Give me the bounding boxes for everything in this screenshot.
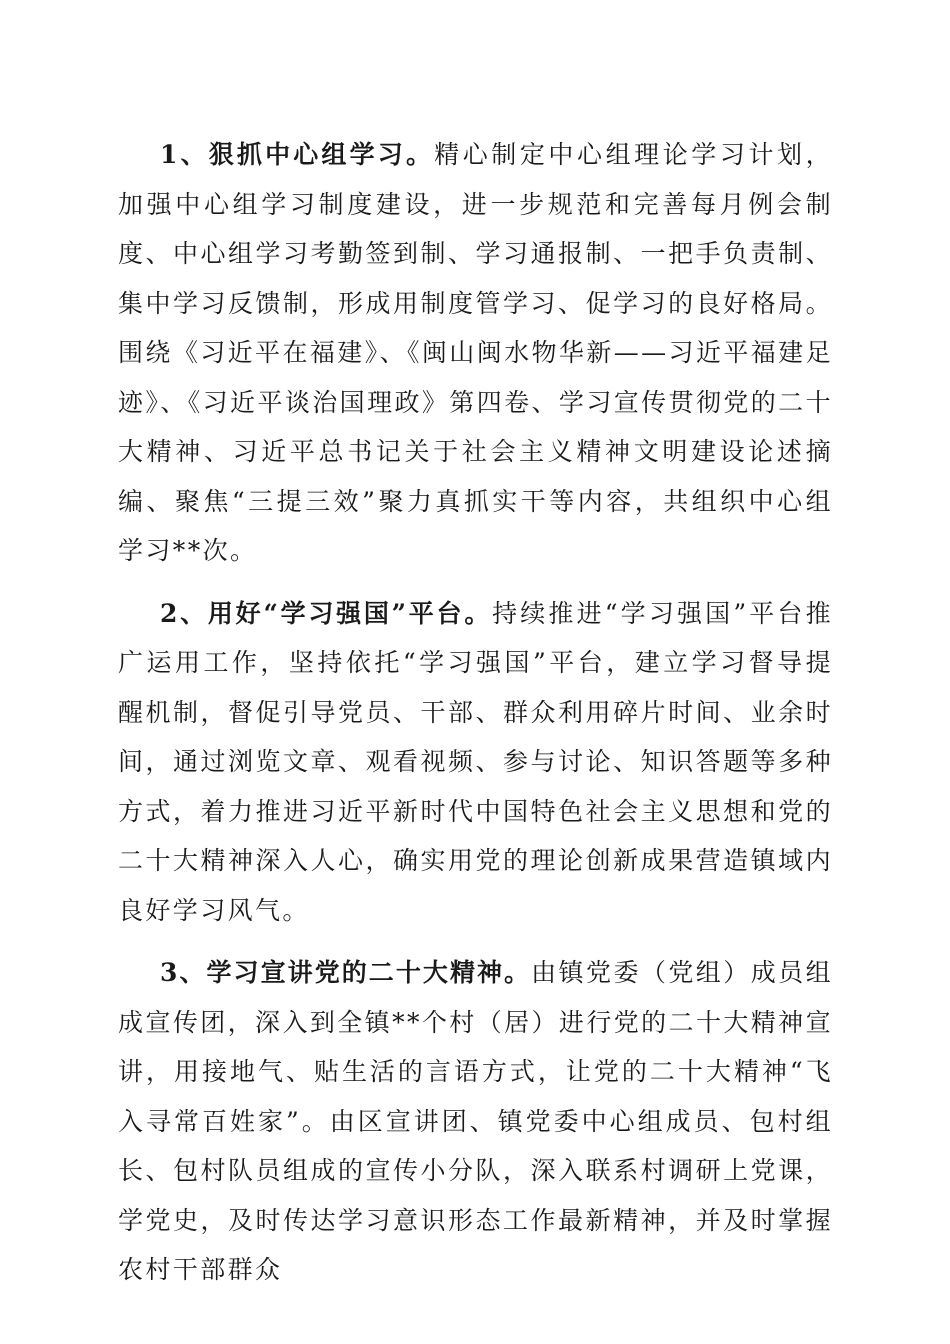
paragraph-3-text: 由镇党委（党组）成员组成宣传团，深入到全镇**个村（居）进行党的二十大精神宣讲，用接地气、贴生活的言语方式，让党的二十大精神“飞入寻常百姓家”。由区宣讲团、镇党委中心组成员、包村组长、包村队员组成的宣传小分队，深入联系村调研上党课，学党史，及时传达学习意识形态工作最新精神，并及时掌握农村干部群众	[118, 958, 833, 1284]
paragraph-1-text: 精心制定中心组理论学习计划，加强中心组学习制度建设，进一步规范和完善每月例会制度、中心组学习考勤签到制、学习通报制、一把手负责制、集中学习反馈制，形成用制度管学习、促学习的良好格局。围绕《习近平在福建》、《闽山闽水物华新——习近平福建足迹》、《习近平谈治国理政》第四卷、学习宣传贯彻党的二十大精神、习近平总书记关于社会主义精神文明建设论述摘编、聚焦“三提三效”聚力真抓实干等内容，共组织中心组学习**次。	[118, 140, 833, 565]
paragraph-3	[118, 948, 833, 1295]
paragraph-1	[118, 130, 833, 576]
paragraph-2-text: 持续推进“学习强国”平台推广运用工作，坚持依托“学习强国”平台，建立学习督导提醒机制，督促引导党员、干部、群众利用碎片时间、业余时间，通过浏览文章、观看视频、参与讨论、知识答题等多种方式，着力推进习近平新时代中国特色社会主义思想和党的二十大精神深入人心，确实用党的理论创新成果营造镇域内良好学习风气。	[118, 598, 833, 925]
paragraph-2-heading: 2、用好“学习强国”平台。	[160, 598, 493, 628]
document-body	[118, 130, 833, 1308]
paragraph-3-heading: 3、学习宣讲党的二十大精神。	[160, 958, 532, 987]
paragraph-2	[118, 589, 833, 936]
paragraph-1-heading: 1、狠抓中心组学习。	[160, 140, 435, 169]
